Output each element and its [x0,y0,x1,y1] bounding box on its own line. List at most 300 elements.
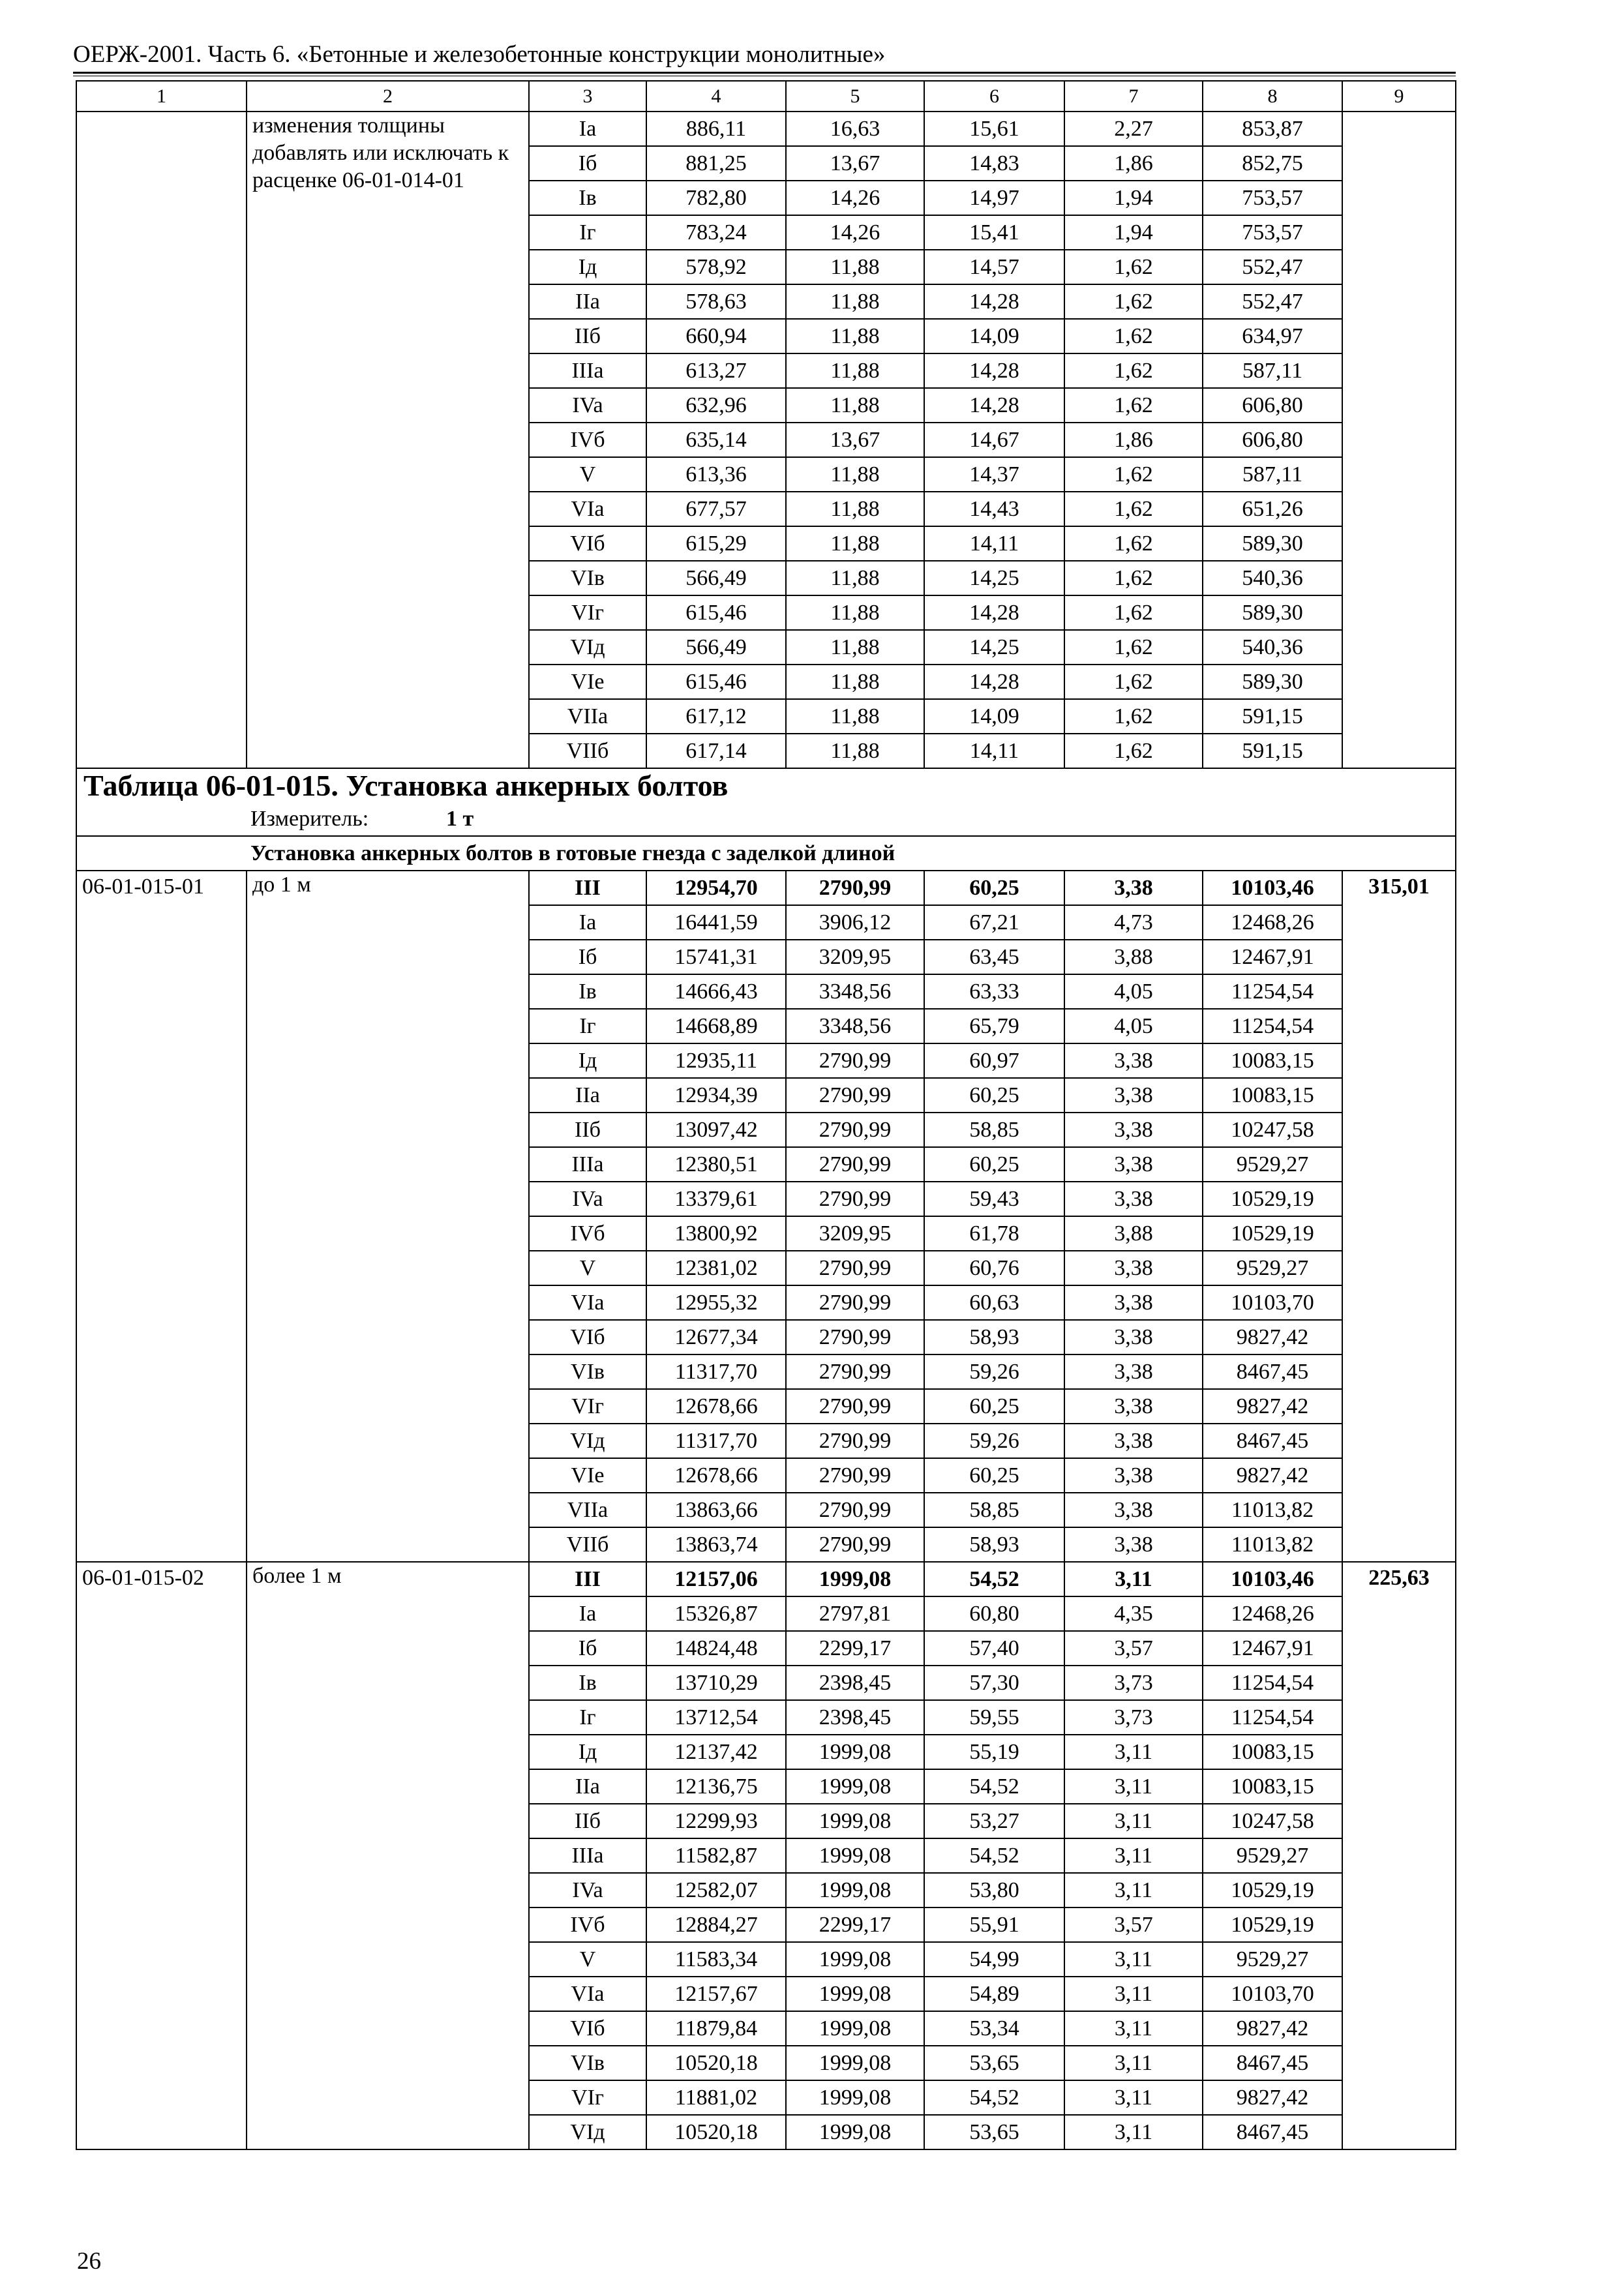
value-cell: 1,62 [1064,630,1203,665]
value-cell: 9529,27 [1203,1838,1342,1873]
column-number: 2 [247,81,529,112]
value-cell: 10103,70 [1203,1285,1342,1320]
value-cell: 540,36 [1203,561,1342,595]
value-cell: 9529,27 [1203,1251,1342,1285]
rates-table [76,80,1456,2150]
value-cell: 3209,95 [786,1216,924,1251]
value-cell: 14,11 [924,526,1064,561]
zone-cell: Iв [529,974,646,1009]
value-cell: 11013,82 [1203,1493,1342,1527]
value-cell: 587,11 [1203,457,1342,492]
rate-description: более 1 м [247,1562,529,2149]
value-cell: 753,57 [1203,215,1342,250]
value-cell: 2790,99 [786,1493,924,1527]
zone-cell: VIд [529,2115,646,2149]
value-cell: 1,62 [1064,284,1203,319]
value-cell: 12468,26 [1203,1596,1342,1631]
value-cell: 3,38 [1064,1458,1203,1493]
value-cell: 10247,58 [1203,1804,1342,1838]
value-cell: 12467,91 [1203,1631,1342,1666]
value-cell: 3,11 [1064,1735,1203,1769]
value-cell: 2790,99 [786,1458,924,1493]
value-cell: 3,11 [1064,2115,1203,2149]
value-cell: 54,52 [924,1562,1064,1596]
value-cell: 12381,02 [646,1251,786,1285]
value-cell: 12884,27 [646,1908,786,1942]
rate-code: 06-01-015-02 [76,1562,247,2149]
value-cell: 54,52 [924,2080,1064,2115]
value-cell: 615,46 [646,665,786,699]
value-cell: 2790,99 [786,1527,924,1562]
value-cell: 3348,56 [786,974,924,1009]
value-cell: 3,11 [1064,1769,1203,1804]
measure-cell [76,802,1456,836]
value-cell: 8467,45 [1203,1424,1342,1458]
zone-cell: VIб [529,1320,646,1354]
value-cell: 1999,08 [786,1769,924,1804]
value-cell: 10103,46 [1203,1562,1342,1596]
zone-cell: VIe [529,1458,646,1493]
header-rule-thick [73,72,1456,74]
value-cell: 3,11 [1064,1838,1203,1873]
value-cell: 12299,93 [646,1804,786,1838]
value-cell: 11317,70 [646,1354,786,1389]
value-cell: 15741,31 [646,940,786,974]
value-cell: 13097,42 [646,1113,786,1147]
value-cell: 10103,70 [1203,1977,1342,2011]
value-cell: 11,88 [786,388,924,423]
value-cell: 10529,19 [1203,1873,1342,1908]
value-cell: 1999,08 [786,1977,924,2011]
value-cell: 881,25 [646,146,786,181]
measure-value: 1 т [446,806,474,831]
value-cell: 12157,06 [646,1562,786,1596]
value-cell: 2790,99 [786,1320,924,1354]
section-title-row [76,768,1456,802]
value-cell: 14,43 [924,492,1064,526]
value-cell: 589,30 [1203,526,1342,561]
value-cell: 4,73 [1064,905,1203,940]
value-cell: 58,93 [924,1320,1064,1354]
value-cell: 61,78 [924,1216,1064,1251]
value-cell: 11583,34 [646,1942,786,1977]
column-number-row [76,81,1456,112]
value-cell: 11,88 [786,319,924,353]
value-cell: 9827,42 [1203,1320,1342,1354]
column-number: 6 [924,81,1064,112]
zone-cell: Iд [529,1735,646,1769]
value-cell: 3,11 [1064,2011,1203,2046]
column-number: 5 [786,81,924,112]
value-cell: 53,65 [924,2115,1064,2149]
zone-cell: Iд [529,250,646,284]
value-cell: 13,67 [786,146,924,181]
value-cell: 2790,99 [786,1424,924,1458]
value-cell: 14,09 [924,319,1064,353]
value-cell: 11,88 [786,734,924,768]
value-cell: 617,14 [646,734,786,768]
value-cell: 16,63 [786,112,924,146]
value-cell: 10247,58 [1203,1113,1342,1147]
value-cell: 11879,84 [646,2011,786,2046]
zone-cell: VIa [529,492,646,526]
table-title: Таблица 06-01-015. Установка анкерных болтов [76,768,1456,802]
zone-cell: VIв [529,1354,646,1389]
value-cell: 1,62 [1064,526,1203,561]
value-cell: 59,26 [924,1424,1064,1458]
value-cell: 14,37 [924,457,1064,492]
value-cell: 55,19 [924,1735,1064,1769]
value-cell: 14824,48 [646,1631,786,1666]
value-cell: 1999,08 [786,2115,924,2149]
value-cell: 3,38 [1064,1527,1203,1562]
value-cell: 13379,61 [646,1182,786,1216]
value-cell: 615,29 [646,526,786,561]
zone-cell: Iв [529,181,646,215]
value-cell: 53,65 [924,2046,1064,2080]
value-cell: 15,61 [924,112,1064,146]
value-cell: 10529,19 [1203,1182,1342,1216]
value-cell: 9827,42 [1203,1458,1342,1493]
value-cell: 3,38 [1064,1251,1203,1285]
zone-cell: VIe [529,665,646,699]
value-cell: 2790,99 [786,1043,924,1078]
value-cell: 11,88 [786,250,924,284]
value-cell: 1,62 [1064,250,1203,284]
value-cell: 11,88 [786,699,924,734]
value-cell: 16441,59 [646,905,786,940]
value-cell: 632,96 [646,388,786,423]
value-cell: 1999,08 [786,1873,924,1908]
zone-cell: Ia [529,112,646,146]
value-cell: 14,28 [924,284,1064,319]
table-row [76,871,1456,905]
value-cell: 3,11 [1064,2080,1203,2115]
zone-cell: Iг [529,1700,646,1735]
value-cell: 2790,99 [786,1251,924,1285]
zone-cell: VIIб [529,1527,646,1562]
value-cell: 2790,99 [786,1182,924,1216]
value-cell: 14,97 [924,181,1064,215]
value-cell: 10083,15 [1203,1043,1342,1078]
zone-cell: IIIa [529,1147,646,1182]
subtitle-row [76,836,1456,871]
value-cell: 9529,27 [1203,1942,1342,1977]
value-cell: 14,83 [924,146,1064,181]
value-cell: 55,91 [924,1908,1064,1942]
value-cell: 15326,87 [646,1596,786,1631]
value-cell: 10520,18 [646,2115,786,2149]
zone-cell: IIa [529,1769,646,1804]
zone-cell: IIIa [529,353,646,388]
value-cell: 2398,45 [786,1666,924,1700]
value-cell: 10529,19 [1203,1216,1342,1251]
column-number: 8 [1203,81,1342,112]
value-cell: 13,67 [786,423,924,457]
value-cell: 3,38 [1064,1424,1203,1458]
zone-cell: V [529,1942,646,1977]
value-cell: 60,76 [924,1251,1064,1285]
value-cell: 1,62 [1064,595,1203,630]
value-cell: 54,89 [924,1977,1064,2011]
value-cell: 2790,99 [786,1078,924,1113]
zone-cell: VIa [529,1977,646,2011]
value-cell: 1999,08 [786,1804,924,1838]
zone-cell: VIд [529,630,646,665]
table-row [76,112,1456,146]
column-number: 9 [1342,81,1456,112]
value-cell: 589,30 [1203,665,1342,699]
value-cell: 3,73 [1064,1666,1203,1700]
value-cell: 57,30 [924,1666,1064,1700]
value-cell: 10083,15 [1203,1078,1342,1113]
value-cell: 12678,66 [646,1389,786,1424]
value-cell: 11,88 [786,492,924,526]
value-cell: 12934,39 [646,1078,786,1113]
measure-row [76,802,1456,836]
value-cell: 635,14 [646,423,786,457]
value-cell: 8467,45 [1203,1354,1342,1389]
value-cell: 552,47 [1203,284,1342,319]
value-cell: 591,15 [1203,734,1342,768]
value-cell: 853,87 [1203,112,1342,146]
value-cell: 3,57 [1064,1631,1203,1666]
value-cell: 11254,54 [1203,1700,1342,1735]
value-cell: 60,80 [924,1596,1064,1631]
value-cell: 4,05 [1064,974,1203,1009]
value-cell: 14668,89 [646,1009,786,1043]
value-cell: 9827,42 [1203,2080,1342,2115]
value-cell: 13863,74 [646,1527,786,1562]
value-cell: 12136,75 [646,1769,786,1804]
value-cell: 14,28 [924,595,1064,630]
value-cell: 14,28 [924,388,1064,423]
value-cell: 13863,66 [646,1493,786,1527]
value-cell: 14666,43 [646,974,786,1009]
value-cell: 753,57 [1203,181,1342,215]
zone-cell: Iб [529,146,646,181]
value-cell: 12935,11 [646,1043,786,1078]
value-cell: 3,38 [1064,1078,1203,1113]
value-cell: 3,11 [1064,1804,1203,1838]
value-cell: 11582,87 [646,1838,786,1873]
zone-cell: III [529,871,646,905]
value-cell: 3,38 [1064,1182,1203,1216]
value-cell: 14,09 [924,699,1064,734]
value-cell: 9529,27 [1203,1147,1342,1182]
value-cell: 13800,92 [646,1216,786,1251]
rate-description: изменения толщины добавлять или исключать к расценке 06-01-014-01 [247,112,529,768]
value-cell: 9827,42 [1203,2011,1342,2046]
value-cell: 10103,46 [1203,871,1342,905]
value-cell: 11,88 [786,630,924,665]
zone-cell: VIa [529,1285,646,1320]
value-cell: 1999,08 [786,1838,924,1873]
value-cell: 11,88 [786,665,924,699]
value-cell: 60,97 [924,1043,1064,1078]
value-cell: 1999,08 [786,1735,924,1769]
value-cell: 11254,54 [1203,974,1342,1009]
value-cell: 552,47 [1203,250,1342,284]
value-cell: 63,33 [924,974,1064,1009]
value-cell: 1999,08 [786,2080,924,2115]
value-cell: 60,25 [924,1389,1064,1424]
column-number: 1 [76,81,247,112]
value-cell: 617,12 [646,699,786,734]
value-cell: 3,38 [1064,1389,1203,1424]
value-cell: 1,94 [1064,181,1203,215]
zone-cell: VIIб [529,734,646,768]
value-cell: 1,62 [1064,561,1203,595]
zone-cell: IIб [529,319,646,353]
value-cell: 3,73 [1064,1700,1203,1735]
zone-cell: Ia [529,905,646,940]
zone-cell: IIa [529,1078,646,1113]
zone-cell: Ia [529,1596,646,1631]
value-cell: 60,25 [924,871,1064,905]
value-cell: 15,41 [924,215,1064,250]
value-cell: 2790,99 [786,1285,924,1320]
value-cell: 54,52 [924,1838,1064,1873]
value-cell: 59,55 [924,1700,1064,1735]
value-cell: 566,49 [646,561,786,595]
value-cell: 606,80 [1203,388,1342,423]
labor-norm: 315,01 [1342,871,1456,1562]
value-cell: 606,80 [1203,423,1342,457]
value-cell: 3,88 [1064,940,1203,974]
value-cell: 3348,56 [786,1009,924,1043]
value-cell: 11,88 [786,595,924,630]
value-cell: 591,15 [1203,699,1342,734]
value-cell: 54,99 [924,1942,1064,1977]
value-cell: 14,26 [786,215,924,250]
labor-norm [1342,112,1456,768]
value-cell: 3,38 [1064,871,1203,905]
value-cell: 10083,15 [1203,1769,1342,1804]
value-cell: 11,88 [786,526,924,561]
zone-cell: Iв [529,1666,646,1700]
zone-cell: VIб [529,2011,646,2046]
value-cell: 3,88 [1064,1216,1203,1251]
zone-cell: IVa [529,1182,646,1216]
value-cell: 1,62 [1064,353,1203,388]
value-cell: 3,11 [1064,1942,1203,1977]
zone-cell: VIг [529,1389,646,1424]
value-cell: 8467,45 [1203,2115,1342,2149]
value-cell: 566,49 [646,630,786,665]
value-cell: 1,62 [1064,319,1203,353]
value-cell: 14,28 [924,353,1064,388]
value-cell: 2790,99 [786,1354,924,1389]
zone-cell: IIб [529,1804,646,1838]
value-cell: 12467,91 [1203,940,1342,974]
value-cell: 3,38 [1064,1354,1203,1389]
value-cell: 13710,29 [646,1666,786,1700]
zone-cell: Iг [529,215,646,250]
value-cell: 3,38 [1064,1285,1203,1320]
value-cell: 677,57 [646,492,786,526]
value-cell: 11254,54 [1203,1666,1342,1700]
value-cell: 4,35 [1064,1596,1203,1631]
value-cell: 3,38 [1064,1113,1203,1147]
value-cell: 2790,99 [786,1113,924,1147]
value-cell: 53,34 [924,2011,1064,2046]
measure-label: Измеритель: [250,806,369,831]
value-cell: 14,25 [924,630,1064,665]
value-cell: 12468,26 [1203,905,1342,940]
page-number: 26 [77,2248,101,2275]
value-cell: 2398,45 [786,1700,924,1735]
value-cell: 1,62 [1064,492,1203,526]
value-cell: 2790,99 [786,1147,924,1182]
value-cell: 14,57 [924,250,1064,284]
rate-description: до 1 м [247,871,529,1562]
zone-cell: VIIa [529,1493,646,1527]
value-cell: 11,88 [786,353,924,388]
value-cell: 12954,70 [646,871,786,905]
zone-cell: V [529,1251,646,1285]
table-row [76,1562,1456,1596]
value-cell: 1999,08 [786,2046,924,2080]
zone-cell: IVб [529,423,646,457]
value-cell: 589,30 [1203,595,1342,630]
value-cell: 1,86 [1064,423,1203,457]
value-cell: 10529,19 [1203,1908,1342,1942]
value-cell: 10520,18 [646,2046,786,2080]
value-cell: 1,62 [1064,457,1203,492]
zone-cell: VIг [529,2080,646,2115]
value-cell: 14,67 [924,423,1064,457]
rate-code [76,112,247,768]
value-cell: 54,52 [924,1769,1064,1804]
value-cell: 3,38 [1064,1147,1203,1182]
value-cell: 651,26 [1203,492,1342,526]
value-cell: 852,75 [1203,146,1342,181]
zone-cell: VIIa [529,699,646,734]
value-cell: 11317,70 [646,1424,786,1458]
value-cell: 11013,82 [1203,1527,1342,1562]
value-cell: 634,97 [1203,319,1342,353]
value-cell: 13712,54 [646,1700,786,1735]
zone-cell: Iд [529,1043,646,1078]
zone-cell: III [529,1562,646,1596]
zone-cell: VIг [529,595,646,630]
zone-cell: VIв [529,2046,646,2080]
value-cell: 2790,99 [786,871,924,905]
rate-code: 06-01-015-01 [76,871,247,1562]
value-cell: 3,38 [1064,1493,1203,1527]
value-cell: 2,27 [1064,112,1203,146]
value-cell: 2299,17 [786,1631,924,1666]
value-cell: 1999,08 [786,1942,924,1977]
value-cell: 57,40 [924,1631,1064,1666]
value-cell: 540,36 [1203,630,1342,665]
value-cell: 1999,08 [786,2011,924,2046]
zone-cell: IIa [529,284,646,319]
value-cell: 1,62 [1064,388,1203,423]
value-cell: 613,36 [646,457,786,492]
zone-cell: VIв [529,561,646,595]
value-cell: 12157,67 [646,1977,786,2011]
zone-cell: Iб [529,940,646,974]
zone-cell: IVa [529,388,646,423]
column-number: 4 [646,81,786,112]
value-cell: 12137,42 [646,1735,786,1769]
zone-cell: VIд [529,1424,646,1458]
zone-cell: V [529,457,646,492]
value-cell: 2797,81 [786,1596,924,1631]
zone-cell: Iг [529,1009,646,1043]
